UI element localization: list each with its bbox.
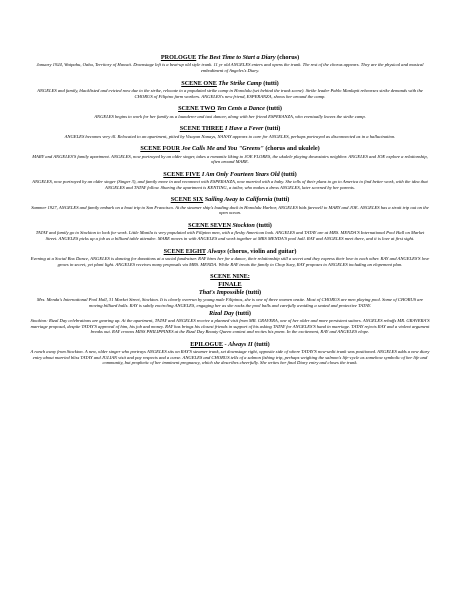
finale-code-line1: SCENE NINE: (210, 273, 250, 281)
epilogue-heading: EPILOGUE - Always II (tutti) (190, 340, 270, 348)
scene-block (30, 80, 430, 100)
scene-body: Summer 1927, ANGELES and family embark on a boat trip to San Francisco. At the steamer ship's loading dock in Honolulu Harbor, ANGELES bids farewell to MARY and JOE. ANGELES has a strait trip out on the open ocean. (31, 204, 429, 216)
scene-title: I Am Only Fourteen Years Old (201, 170, 280, 178)
scene-title: Ten Cents a Dance (216, 105, 265, 113)
scene-tag: (tutti) (256, 221, 272, 229)
scene-heading (30, 196, 430, 203)
scene-block (30, 105, 430, 119)
scene-title: I Have a Fever (224, 125, 264, 133)
scene-heading (30, 145, 430, 152)
scene-title: Always (207, 247, 226, 255)
scene-block (30, 54, 430, 74)
scene-title: Sailing Away to California (204, 196, 273, 204)
epilogue-title: Always II (228, 340, 253, 348)
scene-code: SCENE FIVE (163, 170, 201, 178)
scene-code: SCENE SEVEN (188, 221, 231, 229)
scene-tag: (chorus) (277, 54, 300, 61)
scene-tag: (chorus and ukulele) (265, 145, 320, 153)
scene-block (30, 248, 430, 268)
scene-body: ANGELES, now portrayed by an older singer (Singer 3), and family move in and reconnect with ESPERANZA, now married with a baby. She tells of their plans to go to America to find better work, with the idea that ANGELES and TATAY follow. Sharing the apartment is KENTING, a tailor, who makes a dress ANGELES, later scorned by her parents. (32, 179, 428, 190)
finale-part-title: That's Impossible (198, 288, 245, 296)
scene-body: Evening at a Social Box Dance, ANGELES is dancing for donations at a social fundraiser. RAY hires her for a dance, their relationship still a secret and they express their love to each other. RAY and ANGELES'S love grows in secret, yet plant light. ANGELES receives many proposals via MRS. MENDA. While RAY treats the family to Chop Suey, RAY proposes to ANGELES including an elopement plan. (30, 255, 430, 267)
scene-title: Stockton (232, 221, 255, 229)
scene-tag: (tutti) (273, 196, 290, 204)
finale-part-heading (30, 310, 430, 317)
scene-code: SCENE THREE (179, 125, 224, 133)
scene-block (30, 125, 430, 139)
scene-heading (30, 80, 430, 87)
scene-list (30, 54, 430, 267)
scene-body: MARY and ANGELES'S family apartment. ANGELES, now portrayed by an older singer, takes a romantic liking to JOE FLORES, the ukulele playing downstairs neighbor. ANGELES and JOE explore a relationship, often around MARE. (32, 153, 428, 165)
scene-tag: (tutti) (266, 105, 282, 113)
epilogue-block (30, 341, 430, 366)
finale-code-line2: FINALE (218, 280, 242, 288)
scene-block (30, 171, 430, 191)
finale-block (30, 273, 430, 335)
scene-title: Joe Calls Me and You "Greens" (181, 145, 264, 153)
scene-body: ANGELES becomes very ill. Relocated to an apartment, pitied by Visayan Nanays, NANAY appears to care for ANGELES, perhaps portrayed as disconnected as in a hallucination. (64, 133, 396, 139)
scene-code: SCENE ONE (181, 79, 217, 87)
scene-title: The Strike Camp (218, 79, 262, 87)
scene-block (30, 222, 430, 242)
scene-tag: (chorus, violin and guitar) (227, 247, 297, 255)
scene-code: PROLOGUE (160, 54, 197, 61)
epilogue-tag: (tutti) (254, 340, 270, 348)
finale-part-heading (30, 289, 430, 296)
scene-body: ANGELES begins to work for her family as a launderer and taxi dancer, along with her friend ESPERANZA, who eventually leaves the strike camp. (94, 113, 366, 119)
scene-tag: (tutti) (263, 79, 279, 87)
scene-heading (30, 248, 430, 255)
scene-title: The Best Time to Start a Diary (197, 54, 276, 61)
finale-part-tag: (tutti) (245, 288, 262, 296)
scene-tag: (tutti) (281, 170, 297, 178)
scene-block (30, 196, 430, 216)
finale-part-tag: (tutti) (235, 309, 251, 317)
scene-heading (30, 222, 430, 229)
epilogue-code: EPILOGUE (190, 340, 223, 348)
scene-code: SCENE EIGHT (163, 247, 206, 255)
scene-heading (30, 105, 430, 112)
scene-body: TATAY and family go to Stockton to look for work. Little Manila is very populated with Filipino men, with a fleshy American look. ANGELES and TATAY are at MRS. MENDA'S International Pool Hall on Market Street. ANGELES picks up a job as a billiard table attendee. MARE moves in with ANGELES and work together at MRS MENDA'S pool hall. RAY and ANGELES meet there, and it is love at first sight. (35, 230, 425, 241)
scene-body: ANGELES and family, blacklisted and evicted now due to the strike, relocate to a populated strike camp in Honolulu (set behind the trunk scene). Strike leader Pablo Manlapit rehearses strike demands with the CHORUS of Filipino farm workers. ANGELES's new friend, ESPERANZA, shows her around the camp. (37, 88, 423, 99)
finale-part-title: Rizal Day (209, 309, 234, 317)
scene-heading (30, 125, 430, 132)
scene-body: January 1924, Waipahu, Oahu, Territory of Hawaii. Downstage left is a beat-up old style trunk. 11 yr old ANGELES enters and opens the trunk. The rest of the chorus appears. They are the physical and musical embodiment of Angeles's Diary. (36, 62, 424, 73)
scene-heading (30, 54, 430, 61)
scene-tag: (tutti) (264, 125, 281, 133)
scene-block (30, 145, 430, 165)
scene-heading (30, 171, 430, 178)
scene-code: SCENE FOUR (140, 145, 181, 153)
epilogue-body: A ranch away from Stockton. A new, older singer who portrays ANGELES sits on RAY'S steamer trunk, set downstage right, opposite side of where TATAY'S now-unlit trunk was positioned. ANGELES adds a new diary entry about married bliss TATAY and JULIAN visit and pay respects and a curse. ANGELES and CHORUS tells of a salmon fishing trip, perhaps weighing the salmon's life-cycle as somehow symbolic of her life and community, but prophetic of her imminent pregnancy, which she describes cheerfully. She writes her final Diary entry and closes the trunk. (30, 349, 430, 366)
scene-code: SCENE TWO (178, 105, 216, 113)
finale-part-body: Stockton: Rizal Day celebrations are gearing up. At the apartment, TATAY and ANGELES receive a planned visit from MR. GRAVERA, one of her older and more persistent suitors. ANGELES rebuffs MR. GRAVERA'S marriage proposal, despite TATAY'S approval of him, his job and money. RAY has brings his closest friends in support of his asking TATAY for ANGELES'S hand in marriage. TATAY rejects RAY and a violent argument breaks out. RAY crowns MISS PHILIPPINES at the Rizal Day Beauty Queen contest and recites his poem. In the excitement, RAY and ANGELES elope. (30, 317, 430, 335)
scene-code: SCENE SIX (170, 196, 204, 204)
finale-part-body: Mrs. Menda's International Pool Hall, 31 Market Street, Stockton. It is clearly overrun by young male Filipinos, she is one of three women onsite. Most of CHORUS are men playing pool. Some of CHORUS are moving billiard balls. RAY is subtly encircling ANGELES, engaging her as she racks the pool balls and carefully avoiding a seated and protective TATAY. (36, 297, 424, 308)
